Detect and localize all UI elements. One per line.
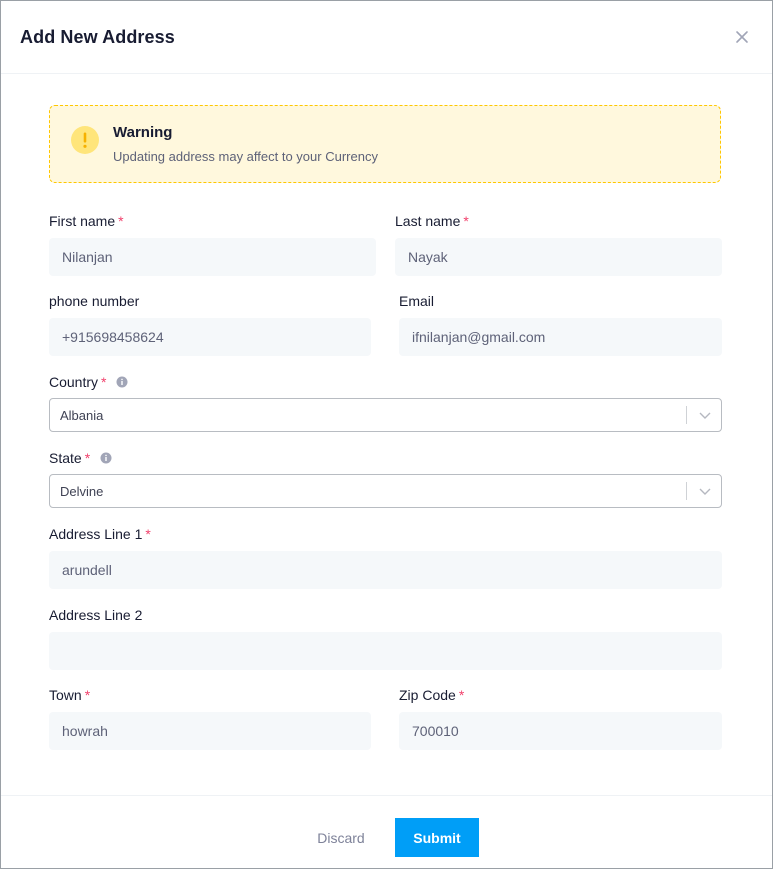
phone-input[interactable]: [49, 318, 371, 356]
state-label: State *: [49, 450, 112, 466]
info-icon[interactable]: [116, 376, 128, 388]
email-label: Email: [399, 293, 435, 309]
required-marker: *: [145, 526, 151, 542]
modal-footer: [1, 795, 772, 869]
required-marker: *: [118, 213, 124, 229]
address-line-1-input[interactable]: [49, 551, 722, 589]
country-selected-value: Albania: [60, 408, 104, 423]
required-marker: *: [463, 213, 469, 229]
state-select[interactable]: [49, 474, 722, 508]
close-button[interactable]: [732, 27, 752, 47]
country-select[interactable]: [49, 398, 722, 432]
chevron-down-icon[interactable]: [698, 408, 712, 422]
required-marker: *: [84, 450, 91, 466]
country-label: Country *: [49, 374, 128, 390]
required-marker: *: [101, 374, 107, 390]
phone-label: phone number: [49, 293, 140, 309]
last-name-label: Last name *: [395, 213, 469, 229]
modal-header: [1, 1, 772, 74]
modal-title: Add New Address: [20, 27, 175, 47]
chevron-down-icon[interactable]: [698, 484, 712, 498]
address-line-1-label: Address Line 1 *: [49, 526, 151, 542]
select-separator: [686, 482, 687, 500]
first-name-input[interactable]: [49, 238, 376, 276]
town-label: Town *: [49, 687, 91, 703]
zip-code-input[interactable]: [399, 712, 722, 750]
address-line-2-input[interactable]: [49, 632, 722, 670]
exclamation-icon: [70, 125, 100, 155]
warning-title: Warning: [113, 124, 173, 141]
state-selected-value: Delvine: [60, 484, 104, 499]
required-marker: *: [458, 687, 465, 703]
email-input[interactable]: [399, 318, 722, 356]
submit-button[interactable]: Submit: [395, 818, 479, 857]
close-icon: [735, 30, 749, 44]
warning-notice: [49, 105, 721, 183]
select-separator: [686, 406, 687, 424]
last-name-input[interactable]: [395, 238, 722, 276]
zip-code-label: Zip Code *: [399, 687, 465, 703]
warning-text: Updating address may affect to your Currency: [113, 149, 378, 164]
town-input[interactable]: [49, 712, 371, 750]
info-icon[interactable]: [100, 452, 112, 464]
first-name-label: First name *: [49, 213, 124, 229]
discard-button[interactable]: Discard: [303, 818, 379, 857]
address-line-2-label: Address Line 2: [49, 607, 143, 623]
required-marker: *: [84, 687, 91, 703]
